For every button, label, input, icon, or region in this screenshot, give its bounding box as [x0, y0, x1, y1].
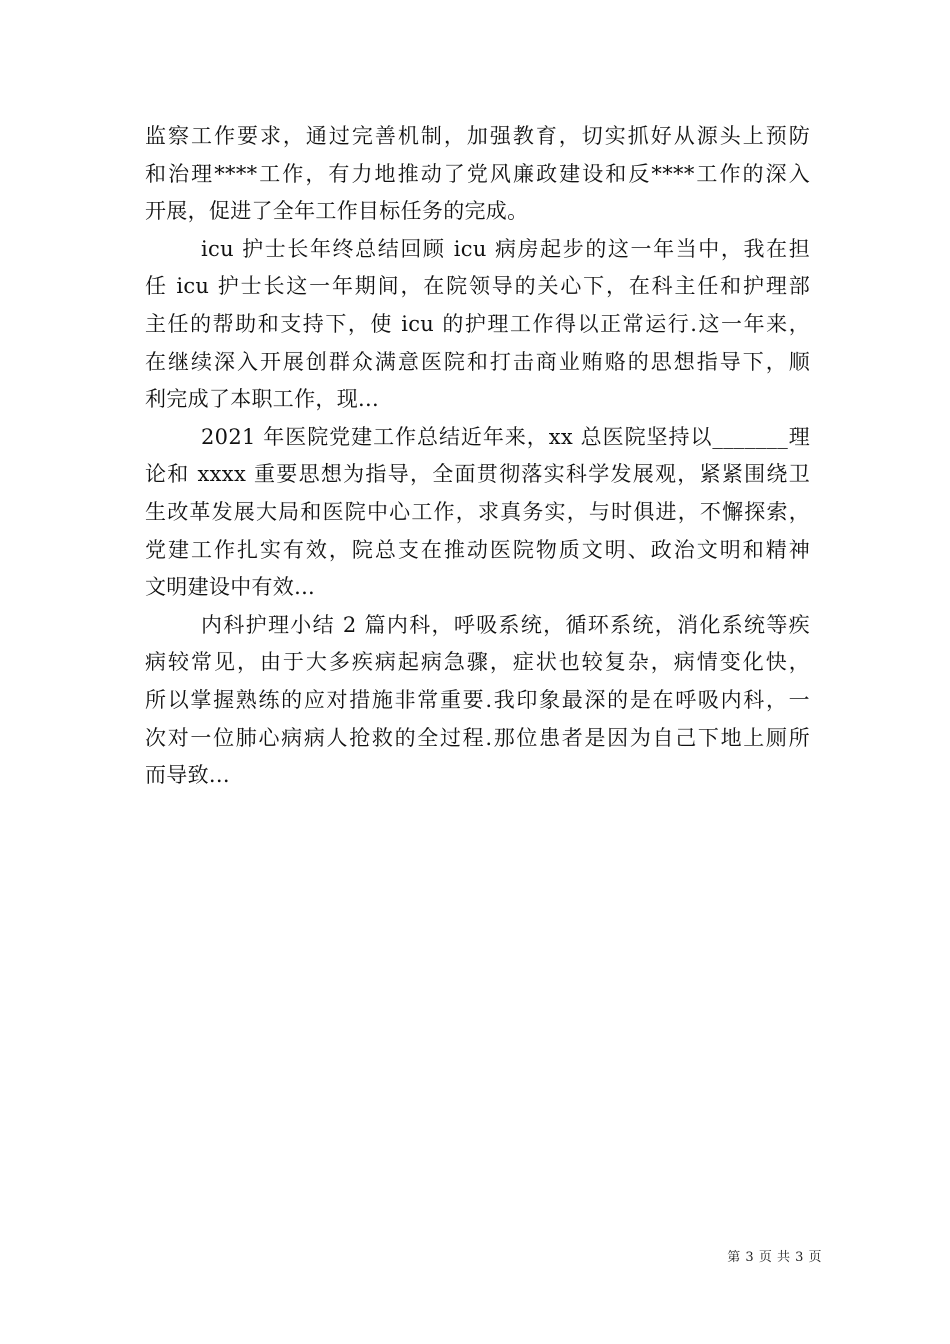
text-line: 而导致... [145, 763, 230, 788]
page-number: 第 3 页 共 3 页 [727, 1250, 822, 1265]
text-line: 主任的帮助和支持下，使 icu 的护理工作得以正常运行.这一年来， [145, 311, 810, 336]
text-line: 开展，促进了全年工作目标任务的完成。 [145, 199, 529, 224]
text-line: 文明建设中有效... [145, 575, 316, 600]
paragraph-4 [145, 607, 810, 795]
text-line: icu 护士长年终总结回顾 icu 病房起步的这一年当中，我在担 [201, 236, 810, 261]
text-line: 内科护理小结 2 篇内科，呼吸系统，循环系统，消化系统等疾 [201, 612, 810, 637]
text-line: 病较常见，由于大多疾病起病急骤，症状也较复杂，病情变化快， [145, 650, 810, 675]
document-body [145, 118, 810, 795]
text-line: 生改革发展大局和医院中心工作，求真务实，与时俱进，不懈探索， [145, 499, 810, 524]
text-line: 次对一位肺心病病人抢救的全过程.那位患者是因为自己下地上厕所 [145, 725, 810, 750]
text-line: 论和 xxxx 重要思想为指导，全面贯彻落实科学发展观，紧紧围绕卫 [145, 462, 810, 487]
text-line: 2021 年医院党建工作总结近年来，xx 总医院坚持以_______理 [201, 424, 810, 449]
paragraph-1 [145, 118, 810, 231]
text-line: 所以掌握熟练的应对措施非常重要.我印象最深的是在呼吸内科，一 [145, 687, 810, 712]
text-line: 监察工作要求，通过完善机制，加强教育，切实抓好从源头上预防 [145, 124, 810, 148]
text-line: 在继续深入开展创群众满意医院和打击商业贿赂的思想指导下，顺 [145, 349, 810, 374]
text-line: 党建工作扎实有效，院总支在推动医院物质文明、政治文明和精神 [145, 537, 810, 562]
text-line: 任 icu 护士长这一年期间，在院领导的关心下，在科主任和护理部 [145, 274, 810, 299]
text-line: 和治理****工作，有力地推动了党风廉政建设和反****工作的深入 [145, 161, 810, 186]
paragraph-2 [145, 231, 810, 419]
paragraph-3 [145, 419, 810, 607]
text-line: 利完成了本职工作，现... [145, 387, 379, 412]
